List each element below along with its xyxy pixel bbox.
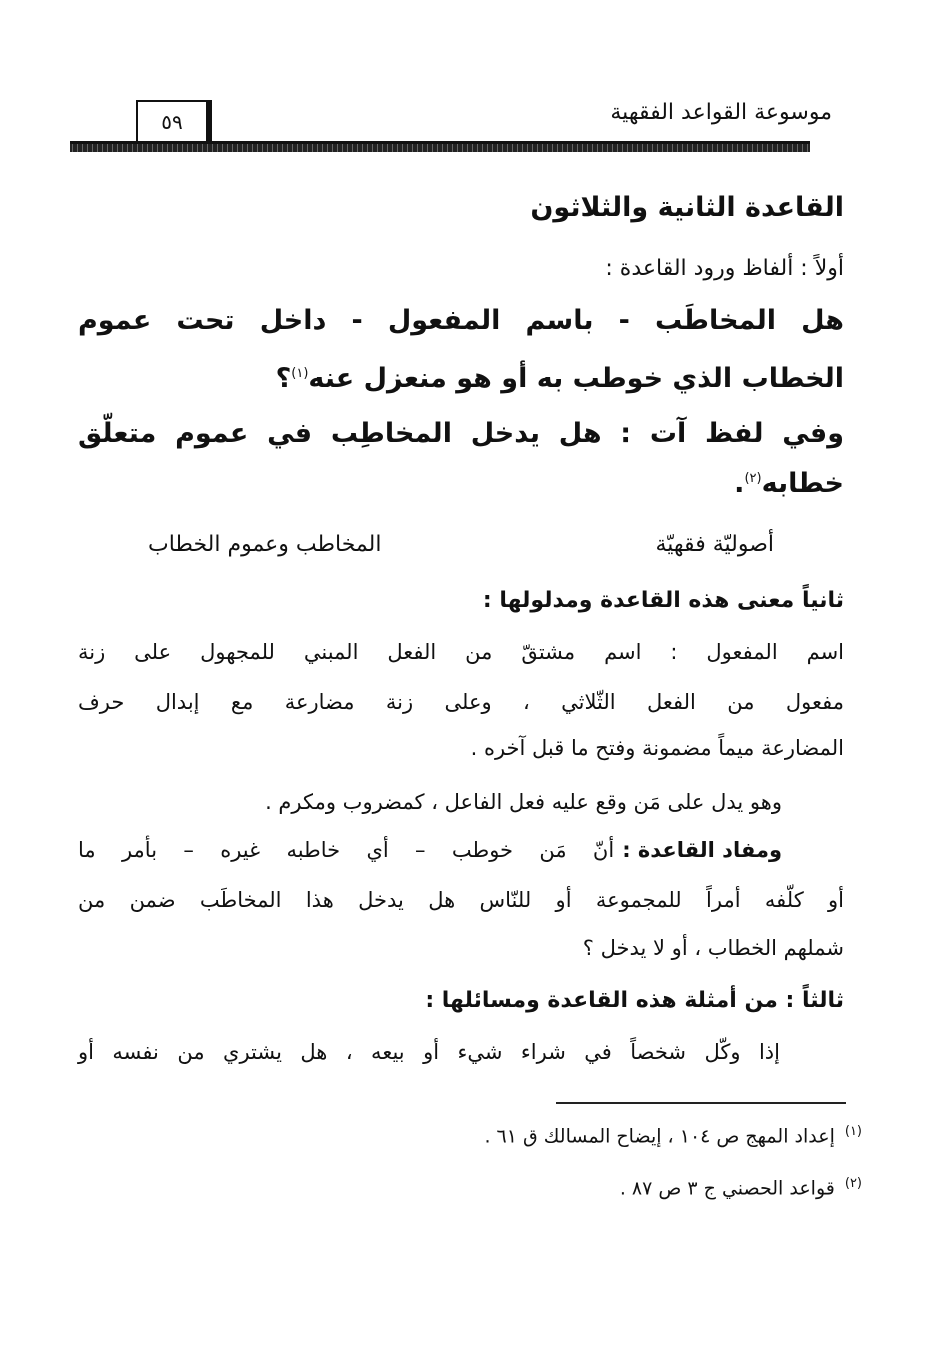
alt-text-line2 [734,468,844,499]
classification-name: المخاطب وعموم الخطاب [148,532,382,557]
rule-text-line1: هل المخاطَب - باسم المفعول - داخل تحت عموم [78,305,844,336]
section2-p3-line3: شملهم الخطاب ، أو لا يدخل ؟ [582,936,844,960]
section2-p1-line2: مفعول من الفعل الثّلاثي ، وعلى زنة مضارعة مع إبدال حرف [78,690,844,714]
section2-p3-line1 [78,838,782,862]
rule-text-line2-body: الخطاب الذي خوطب به أو هو منعزل عنه [308,363,844,394]
footnote-ref-2: (٢) [744,471,762,486]
footnote-2-mark: (٢) [844,1176,862,1191]
header-rule-top [70,141,810,144]
footnote-2 [620,1176,862,1199]
section2-p3-line1-text: أنّ مَن خوطب – أي خاطبه غيره – بأمر ما [78,838,615,862]
words-heading: أولاً : ألفاظ ورود القاعدة : [605,256,844,281]
section2-p2: وهو يدل على مَن وقع عليه فعل الفاعل ، كمضروب ومكرم . [265,790,782,814]
rule-text-line2-end: ؟ [275,363,292,394]
footnote-2-text: قواعد الحصني ج ٣ ص ٨٧ . [619,1177,835,1200]
footnote-1-text: إعداد المهج ص ١٠٤ ، إيضاح المسالك ق ٦١ . [484,1125,835,1148]
footnote-separator [556,1102,846,1104]
section3-p1-line1: إذا وكّل شخصاً في شراء شيء أو بيعه ، هل يشتري من نفسه أو [78,1040,780,1064]
section3-heading: ثالثاً : من أمثلة هذه القاعدة ومسائلها : [425,988,844,1013]
section2-p3-lead: ومفاد القاعدة : [622,838,782,862]
footnote-1-mark: (١) [844,1124,862,1139]
section2-p3-line2: أو كلّفه أمراً للمجموعة أو للنّاس هل يدخل هذا المخاطَب ضمن من [78,888,844,912]
footnote-1 [484,1124,862,1147]
rule-text-line2 [276,363,844,394]
alt-text-line2-body: خطابه [761,468,844,499]
section2-p1-line1: اسم المفعول : اسم مشتقّ من الفعل المبني للمجهول على زنة [78,640,844,664]
alt-text-line2-end: . [734,468,745,499]
section2-heading: ثانياً معنى هذه القاعدة ومدلولها : [482,588,844,613]
section2-p1-line3: المضارعة ميماً مضمونة وفتح ما قبل آخره . [470,736,844,760]
alt-text-line1: وفي لفظ آت : هل يدخل المخاطِب في عموم متعلّق [78,418,844,449]
page-number: ٥٩ [136,100,212,144]
running-title: موسوعة القواعد الفقهية [610,100,832,125]
classification-type: أصوليّة فقهيّة [655,532,774,557]
footnote-ref-1: (١) [291,366,309,381]
rule-title: القاعدة الثانية والثلاثون [530,192,844,223]
